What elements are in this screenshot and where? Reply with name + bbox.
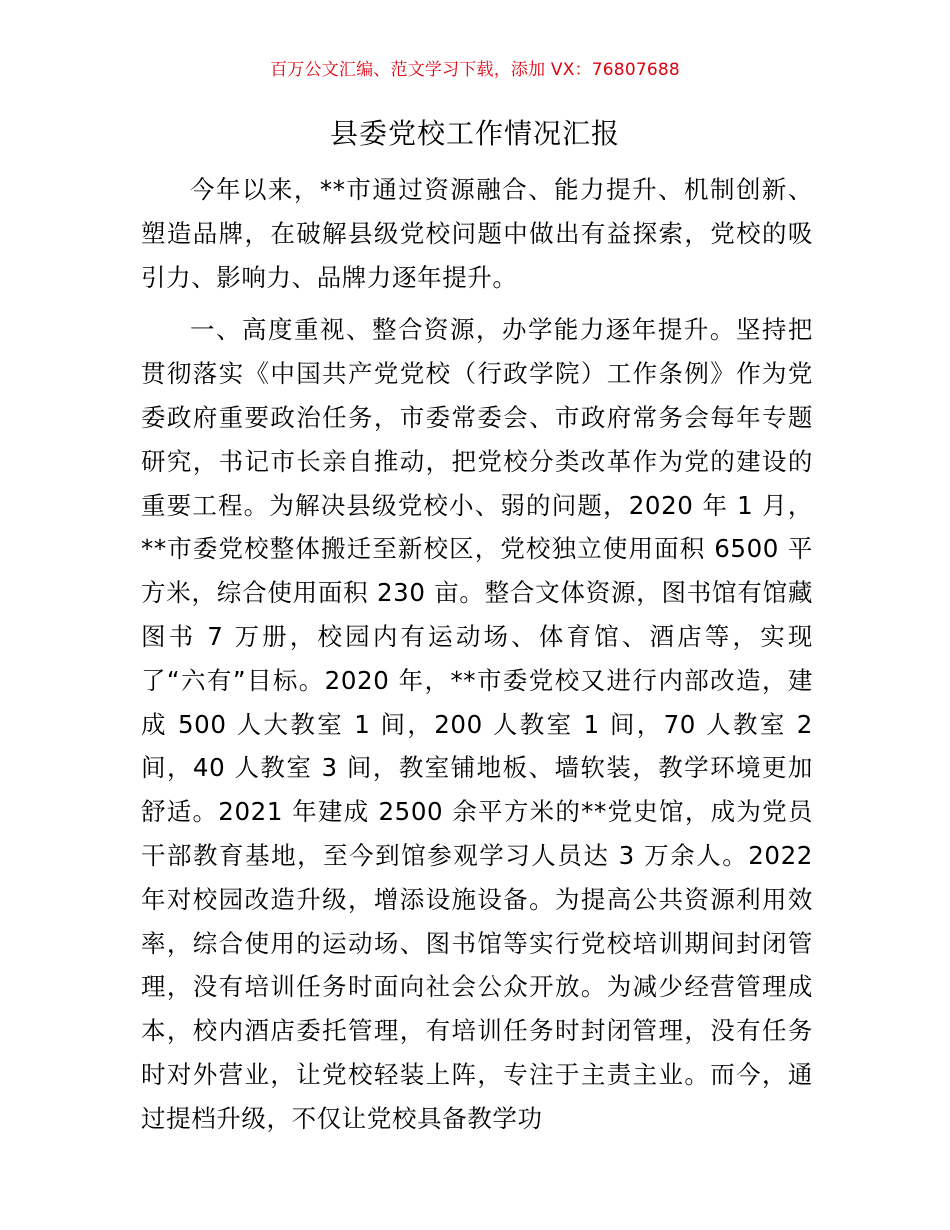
document-body — [141, 168, 813, 1141]
intro-paragraph: 今年以来，**市通过资源融合、能力提升、机制创新、塑造品牌，在破解县级党校问题中做出有益探索，党校的吸引力、影响力、品牌力逐年提升。 — [141, 175, 813, 292]
page-title: 县委党校工作情况汇报 — [329, 117, 620, 150]
section-one-paragraph: 一、高度重视、整合资源，办学能力逐年提升。坚持把贯彻落实《中国共产党党校（行政学院）工作条例》作为党委政府重要政治任务，市委常委会、市政府常务会每年专题研究，书记市长亲自推动，把党校分类改革作为党的建设的重要工程。为解决县级党校小、弱的问题，2020 年 1 月，**市委党校整体搬迁至新校区，党校独立使用面积 6500 平方米，综合使用面积 230 亩。整合文体资源，图书馆有馆藏图书 7 万册，校园内有运动场、体育馆、酒店等，实现了“六有”目标。2020 年，**市委党校又进行内部改造，建成 500 人大教室 1 间，200 人教室 1 间，70 人教室 2 间，40 人教室 3 间，教室铺地板、墙软装，教学环境更加舒适。2021 年建成 2500 余平方米的**党史馆，成为党员干部教育基地，至今到馆参观学习人员达 3 万余人。2022 年对校园改造升级，增添设施设备。为提高公共资源利用效率，综合使用的运动场、图书馆等实行党校培训期间封闭管理，没有培训任务时面向社会公众开放。为减少经营管理成本，校内酒店委托管理，有培训任务时封闭管理，没有任务时对外营业，让党校轻装上阵，专注于主责主业。而今，通过提档升级，不仅让党校具备教学功 — [141, 315, 813, 1133]
header-banner: 百万公文汇编、范文学习下载，添加 VX：76807688 — [270, 60, 680, 80]
